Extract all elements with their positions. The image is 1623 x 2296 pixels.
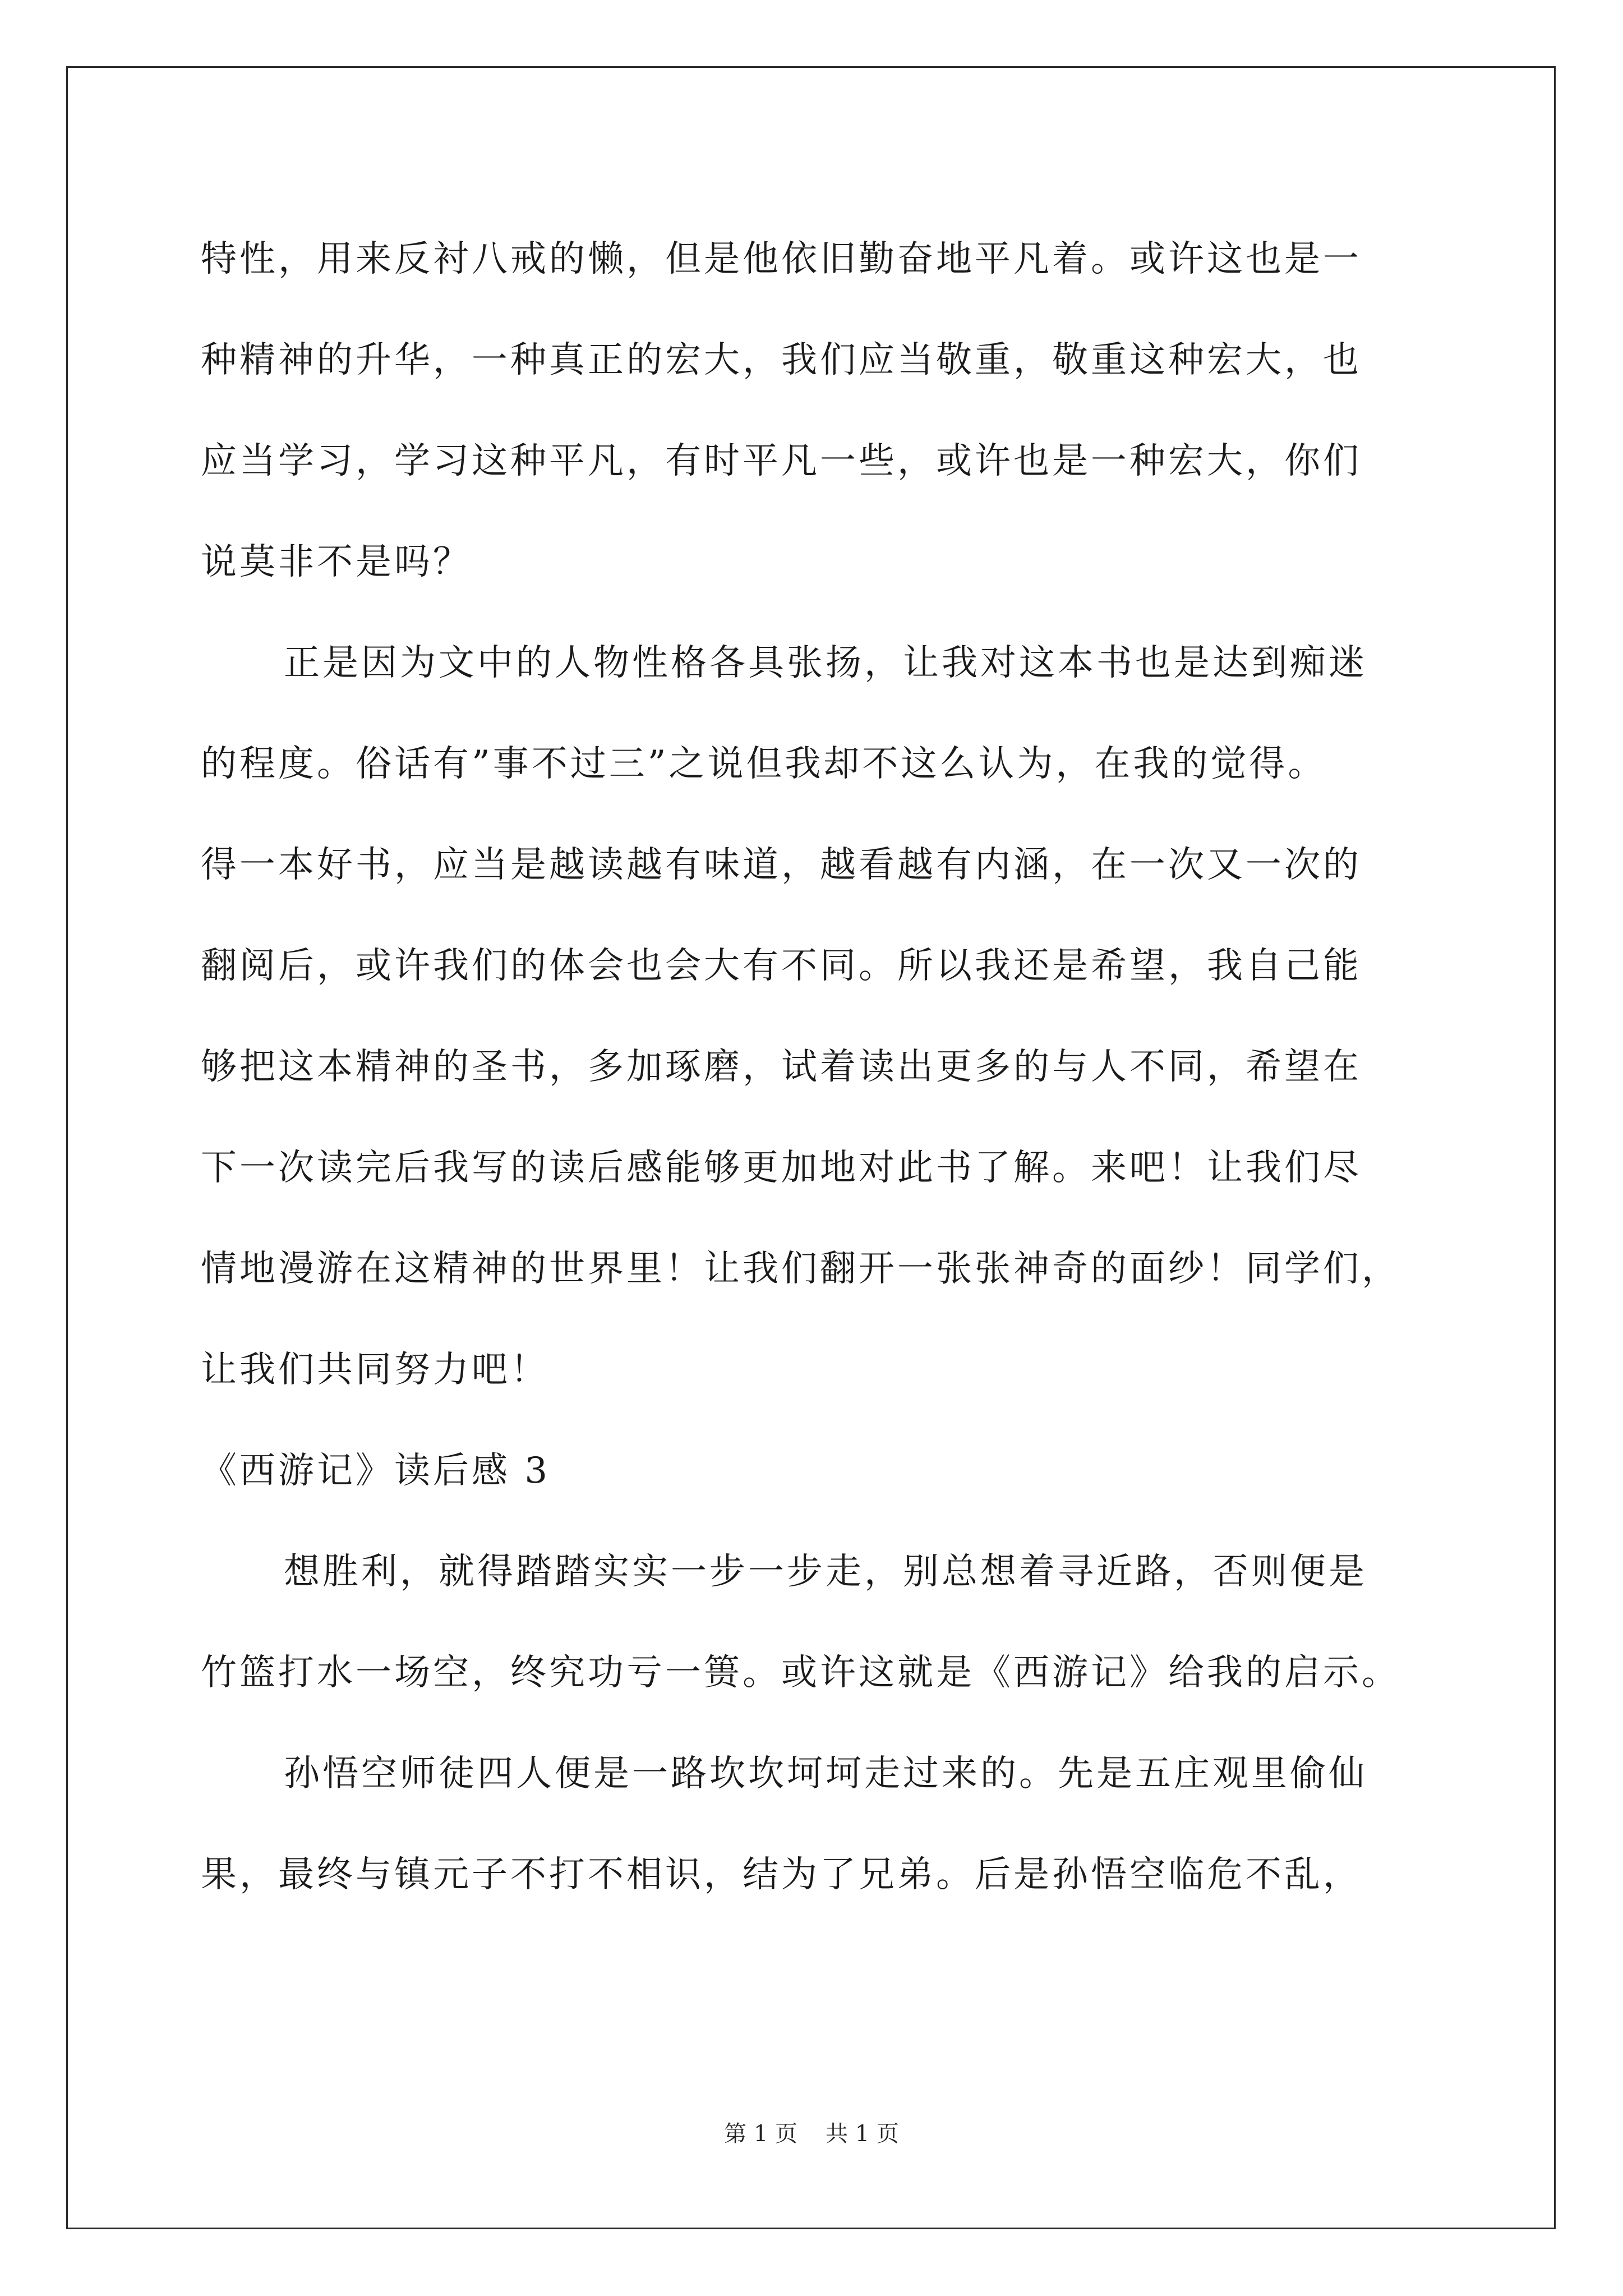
page-total: 共 1 页 [826,2121,899,2147]
text-line: 竹篮打水一场空，终究功亏一篑。或许这就是《西游记》给我的启示。 [201,1652,1400,1694]
paragraph-first-line: 想胜利，就得踏踏实实一步一步走，别总想着寻近路，否则便是 [284,1551,1367,1593]
page-number: 第 1 页 [724,2121,797,2147]
page-footer [0,2117,1623,2151]
text-line: 说莫非不是吗？ [201,541,472,583]
document-body [201,209,1435,1925]
text-line: 够把这本精神的圣书，多加琢磨，试着读出更多的与人不同，希望在 [201,1046,1362,1088]
text-line: 情地漫游在这精神的世界里！让我们翻开一张张神奇的面纱！同学们， [201,1248,1400,1290]
text-line: 让我们共同努力吧！ [201,1349,549,1391]
text-line: 下一次读完后我写的读后感能够更加地对此书了解。来吧！让我们尽 [201,1147,1362,1189]
text-line: 特性，用来反衬八戒的懒，但是他依旧勤奋地平凡着。或许这也是一 [201,238,1362,280]
text-line: 果，最终与镇元子不打不相识，结为了兄弟。后是孙悟空临危不乱， [201,1854,1362,1895]
text-line: 应当学习，学习这种平凡，有时平凡一些，或许也是一种宏大，你们 [201,440,1362,482]
text-line: 种精神的升华，一种真正的宏大，我们应当敬重，敬重这种宏大，也 [201,339,1362,381]
section-heading: 《西游记》读后感 3 [201,1450,551,1492]
paragraph-first-line: 正是因为文中的人物性格各具张扬，让我对这本书也是达到痴迷 [284,642,1367,684]
text-line: 翻阅后，或许我们的体会也会大有不同。所以我还是希望，我自己能 [201,945,1362,987]
text-line: 得一本好书，应当是越读越有味道，越看越有内涵，在一次又一次的 [201,844,1362,886]
paragraph-first-line: 孙悟空师徒四人便是一路坎坎坷坷走过来的。先是五庄观里偷仙 [284,1753,1367,1795]
text-line: 的程度。俗话有”事不过三”之说但我却不这么认为，在我的觉得。 [201,743,1327,785]
